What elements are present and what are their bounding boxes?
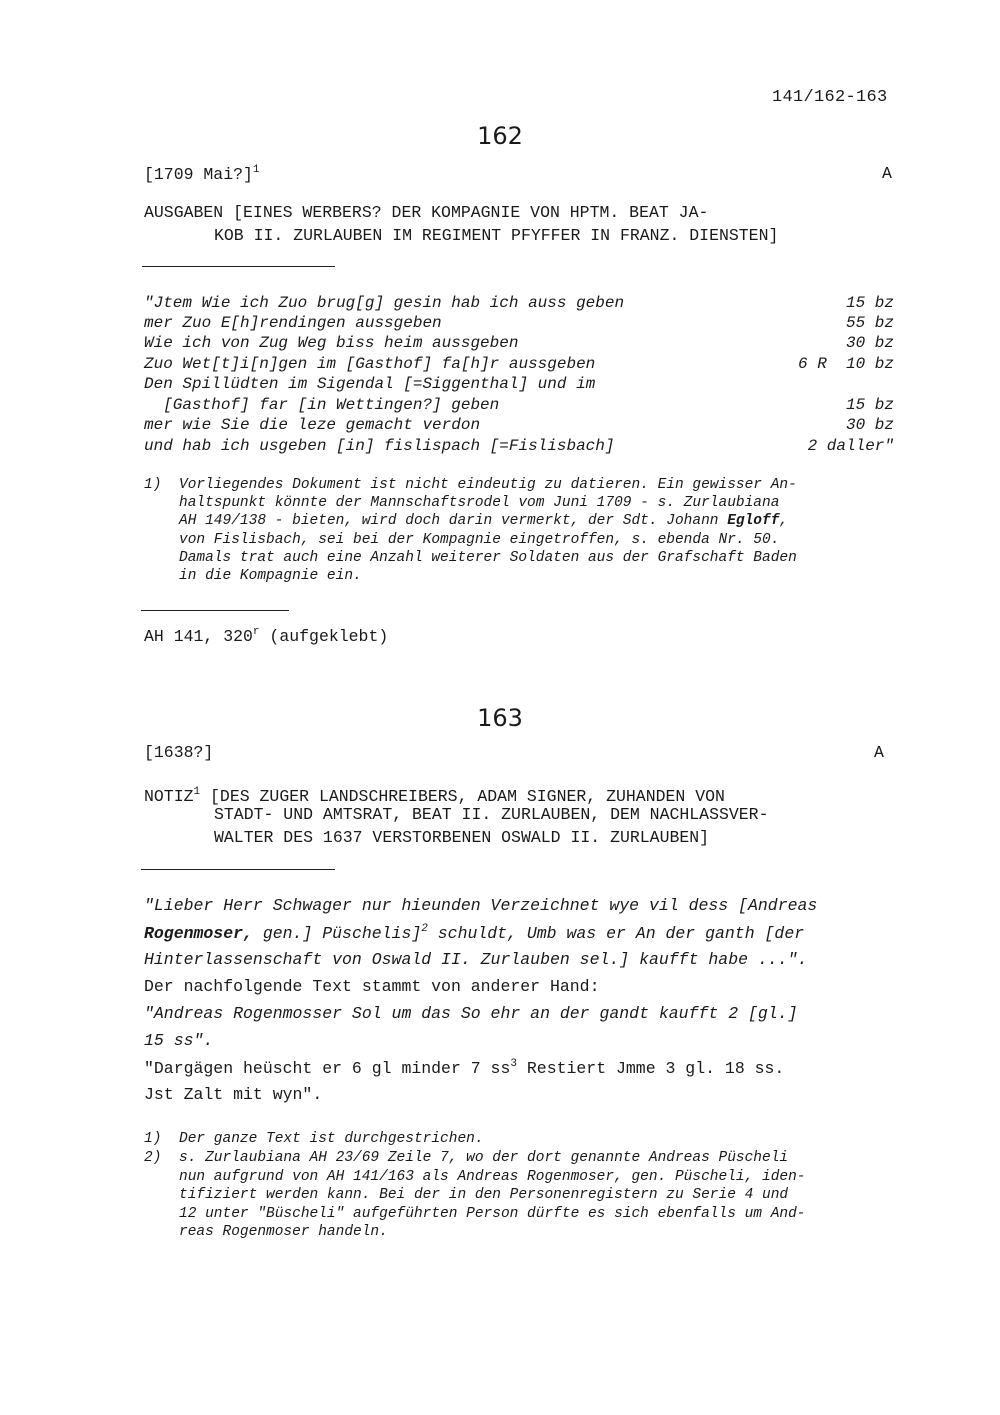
quote-line: "Lieber Herr Schwager nur hieunden Verzeichnet wye vil dess [Andreas — [144, 896, 818, 915]
footnote-marker: 1 — [193, 786, 201, 798]
footnote-number: 2) — [144, 1150, 162, 1166]
footnote-line: Der ganze Text ist durchgestrichen. — [179, 1131, 484, 1147]
table-row — [144, 375, 894, 395]
row-value: 15 bz — [845, 396, 894, 414]
footnote-number: 1) — [144, 477, 162, 493]
table-row — [144, 416, 894, 436]
footnote-line: haltspunkt könnte der Mannschaftsrodel vom Juni 1709 - s. Zurlaubiana — [179, 495, 780, 511]
name-rogenmoser: Rogenmoser, — [144, 924, 253, 943]
row-value: 6 R 10 bz — [797, 355, 894, 373]
row-text: [Gasthof] far [in Wettingen?] geben — [144, 396, 500, 414]
row-text: mer wie Sie die leze gemacht verdon — [144, 416, 481, 434]
row-text: Wie ich von Zug Weg biss heim aussgeben — [144, 334, 519, 352]
footnote-line: nun aufgrund von AH 141/163 als Andreas Rogenmoser, gen. Püscheli, iden- — [179, 1169, 806, 1185]
editorial-note: Der nachfolgende Text stammt von anderer Hand: — [144, 977, 600, 996]
quote-line: Jst Zalt mit wyn". — [144, 1085, 323, 1104]
document-title-162-line1: AUSGABEN [EINES WERBERS? DER KOMPAGNIE VON HPTM. BEAT JA- — [144, 203, 709, 222]
row-value: 2 daller" — [807, 437, 894, 455]
table-row — [144, 294, 894, 314]
footnote-number: 1) — [144, 1131, 162, 1147]
document-type-162: A — [882, 164, 892, 183]
table-row — [144, 314, 894, 334]
document-type-163: A — [874, 743, 884, 762]
footnote-line: reas Rogenmoser handeln. — [179, 1224, 388, 1240]
table-row — [144, 396, 894, 416]
document-date-162: [1709 Mai?]$^1$ — [144, 164, 260, 184]
table-row — [144, 355, 894, 375]
document-title-163-line1: NOTIZ$^1$ [DES ZUGER LANDSCHREIBERS, ADAM SIGNER, ZUHANDEN VON — [144, 786, 725, 806]
row-text: Den Spillüdten im Sigendal [=Siggenthal] und im — [144, 375, 596, 393]
footnote-line: 12 unter "Büscheli" aufgeführten Person dürfte es sich ebenfalls um And- — [179, 1206, 806, 1222]
document-number-162: 162 — [477, 122, 523, 150]
quote-line: Rogenmoser, gen.] Püschelis]$^2$ schuldt, Umb was er An der ganth [der — [144, 923, 805, 943]
separator-rule — [141, 869, 335, 870]
footnote-line: tifiziert werden kann. Bei der in den Personenregistern zu Serie 4 und — [179, 1187, 789, 1203]
document-title-163-line2: STADT- UND AMTSRAT, BEAT II. ZURLAUBEN, DEM NACHLASSVER- — [214, 805, 769, 824]
quote-line: "Andreas Rogenmosser Sol um das So ehr an der gandt kaufft 2 [gl.] — [144, 1004, 798, 1023]
row-text: "Jtem Wie ich Zuo brug[g] gesin hab ich auss geben — [144, 294, 625, 312]
document-number-163: 163 — [477, 704, 523, 732]
footnote-line: AH 149/138 - bieten, wird doch darin vermerkt, der Sdt. Johann Egloff, — [179, 513, 789, 529]
footnote-marker: 1 — [252, 164, 260, 176]
separator-rule — [142, 266, 335, 267]
row-text: Zuo Wet[t]i[n]gen im [Gasthof] fa[h]r aussgeben — [144, 355, 596, 373]
row-text: und hab ich usgeben [in] fislispach [=Fislisbach] — [144, 437, 615, 455]
row-value: 15 bz — [845, 294, 894, 312]
quote-line: "Dargägen heüscht er 6 gl minder 7 $ss^3$ Restiert Jmme 3 gl. 18 ss. — [144, 1058, 785, 1078]
document-date-163: [1638?] — [144, 743, 214, 762]
source-reference-162: AH 141, 320$^r$ (aufgeklebt) — [144, 626, 389, 646]
quote-line: 15 ss". — [144, 1031, 214, 1050]
document-title-163-line3: WALTER DES 1637 VERSTORBENEN OSWALD II. ZURLAUBEN] — [214, 828, 710, 847]
separator-rule — [141, 610, 289, 611]
row-value: 30 bz — [845, 416, 894, 434]
table-row — [144, 334, 894, 354]
row-text: mer Zuo E[h]rendingen aussgeben — [144, 314, 442, 332]
footnote-line: Vorliegendes Dokument ist nicht eindeutig zu datieren. Ein gewisser An- — [179, 477, 797, 493]
row-value: 30 bz — [845, 334, 894, 352]
footnote-line: s. Zurlaubiana AH 23/69 Zeile 7, wo der dort genannte Andreas Püscheli — [179, 1150, 789, 1166]
document-title-162-line2: KOB II. ZURLAUBEN IM REGIMENT PFYFFER IN FRANZ. DIENSTEN] — [214, 226, 779, 245]
footnote-line: Damals trat auch eine Anzahl weiterer Soldaten aus der Grafschaft Baden — [179, 550, 797, 566]
footnote-line: in die Kompagnie ein. — [179, 568, 362, 584]
footnote-line: von Fislisbach, sei bei der Kompagnie eingetroffen, s. ebenda Nr. 50. — [179, 532, 780, 548]
table-row — [144, 437, 894, 457]
page-reference: 141/162-163 — [772, 88, 888, 107]
quote-line: Hinterlassenschaft von Oswald II. Zurlauben sel.] kaufft habe ...". — [144, 950, 808, 969]
name-egloff: Egloff — [727, 513, 780, 529]
row-value: 55 bz — [845, 314, 894, 332]
